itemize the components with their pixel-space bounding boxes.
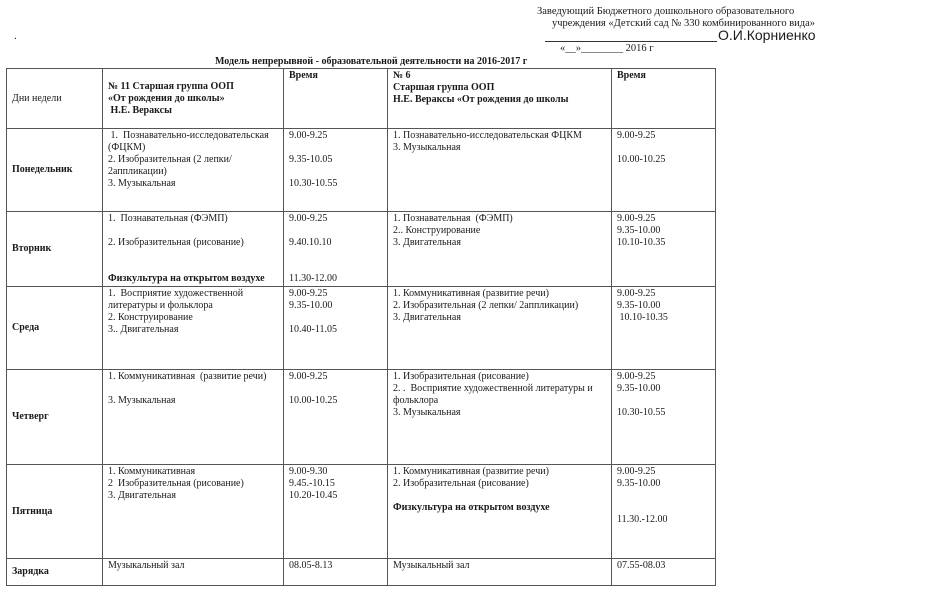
schedule-table xyxy=(6,68,716,586)
table-row xyxy=(7,559,716,586)
signature-line xyxy=(545,41,717,42)
time-cell xyxy=(284,212,388,287)
time-line: 9.00-9.25 xyxy=(617,130,656,141)
time-cell xyxy=(612,465,716,559)
time-line: 9.00-9.30 xyxy=(289,466,328,477)
document-title: Модель непрерывной - образовательной деятельности на 2016-2017 г xyxy=(215,56,528,67)
time-cell xyxy=(284,129,388,212)
activity-line: 1. Коммуникативная xyxy=(108,466,196,477)
time-line: 9.35-10.00 xyxy=(617,478,661,489)
activity-line: 1. Восприятие художественной xyxy=(108,288,244,299)
activity-line: 3. Двигательная xyxy=(393,312,461,323)
activity-line: 2. Изобразительная (рисование) xyxy=(393,478,529,489)
activity-cell xyxy=(388,559,612,586)
activity-line xyxy=(108,225,278,237)
activity-cell xyxy=(103,465,284,559)
header-group-6 xyxy=(388,69,612,129)
time-line xyxy=(289,312,382,324)
time-line: 9.35-10.00 xyxy=(617,383,661,394)
header-group-6-line: Старшая группа ООП xyxy=(393,82,495,93)
time-cell xyxy=(284,559,388,586)
header-row xyxy=(7,69,716,129)
time-line: 10.10-10.35 xyxy=(617,237,666,248)
time-line: 9.35-10.00 xyxy=(289,300,333,311)
activity-line: 1. Познавательная (ФЭМП) xyxy=(108,213,228,224)
header-group-11-line: № 11 Старшая группа ООП xyxy=(108,80,234,92)
day-cell: Четверг xyxy=(7,370,103,465)
day-cell: Среда xyxy=(7,287,103,370)
activity-line xyxy=(108,249,278,261)
activity-cell xyxy=(388,212,612,287)
time-cell xyxy=(284,370,388,465)
activity-line: 1. Познавательно-исследовательская xyxy=(108,130,269,141)
activity-line: фольклора xyxy=(393,395,439,406)
time-cell xyxy=(612,287,716,370)
activity-cell xyxy=(103,212,284,287)
time-line xyxy=(289,249,382,261)
time-line: 07.55-08.03 xyxy=(617,560,666,571)
time-line: 08.05-8.13 xyxy=(289,560,333,571)
activity-line: 1. Познавательная (ФЭМП) xyxy=(393,213,513,224)
header-group-11-line: «От рождения до школы» xyxy=(108,92,225,104)
activity-line xyxy=(393,490,606,502)
activity-line: 3. Музыкальная xyxy=(108,395,176,406)
time-line xyxy=(289,225,382,237)
table-row xyxy=(7,370,716,465)
activity-line: 2.. Конструирование xyxy=(393,225,481,236)
time-line: 9.00-9.25 xyxy=(617,213,656,224)
time-line xyxy=(617,142,710,154)
time-line: 10.40-11.05 xyxy=(289,324,337,335)
header-time-2: Время xyxy=(612,69,716,129)
activity-cell xyxy=(388,129,612,212)
activity-line: 3. Музыкальная xyxy=(393,142,461,153)
time-line: 10.30-10.55 xyxy=(289,178,338,189)
activity-line xyxy=(108,383,278,395)
activity-line: 1. Изобразительная (рисование) xyxy=(393,371,529,382)
approval-line-2: учреждения «Детский сад № 330 комбинированного вида» xyxy=(552,18,816,29)
time-line xyxy=(617,502,710,514)
time-line: 9.00-9.25 xyxy=(617,371,656,382)
activity-line: 1. Коммуникативная (развитие речи) xyxy=(108,371,267,382)
time-line: 9.35-10.00 xyxy=(617,225,661,236)
activity-line: 2. Конструирование xyxy=(108,312,193,323)
time-cell xyxy=(612,370,716,465)
activity-line: Физкультура на открытом воздухе xyxy=(393,502,550,513)
time-cell xyxy=(612,212,716,287)
activity-line: 2аппликации) xyxy=(108,166,167,177)
activity-cell xyxy=(103,559,284,586)
time-line xyxy=(617,395,710,407)
time-cell xyxy=(284,465,388,559)
time-line xyxy=(289,383,382,395)
time-cell xyxy=(284,287,388,370)
time-line: 9.00-9.25 xyxy=(289,371,328,382)
activity-line: (ФЦКМ) xyxy=(108,142,146,153)
activity-line: 3. Двигательная xyxy=(393,237,461,248)
time-line: 9.35-10.00 xyxy=(617,300,661,311)
activity-line: Физкультура на открытом воздухе xyxy=(108,273,265,284)
time-line xyxy=(289,142,382,154)
activity-line: 2. . Восприятие художественной литературы и xyxy=(393,383,593,394)
activity-line: 1. Коммуникативная (развитие речи) xyxy=(393,466,549,477)
approval-line-1: Заведующий Бюджетного дошкольного образовательного xyxy=(537,6,795,17)
time-line: 11.30-12.00 xyxy=(289,273,337,284)
activity-line: 3. Музыкальная xyxy=(393,407,461,418)
table-row xyxy=(7,129,716,212)
activity-line: 3.. Двигательная xyxy=(108,324,179,335)
day-cell: Пятница xyxy=(7,465,103,559)
day-cell: Зарядка xyxy=(7,559,103,586)
time-cell xyxy=(612,559,716,586)
time-line: 9.00-9.25 xyxy=(617,466,656,477)
time-line: 9.45.-10.15 xyxy=(289,478,335,489)
approver-name: О.И.Корниенко xyxy=(718,27,816,43)
stray-dot: . xyxy=(14,30,17,42)
table-row xyxy=(7,287,716,370)
time-line: 10.10-10.35 xyxy=(617,312,668,323)
activity-line: Музыкальный зал xyxy=(393,560,470,571)
time-line: 10.30-10.55 xyxy=(617,407,666,418)
activity-cell xyxy=(388,465,612,559)
header-group-6-line: Н.Е. Вераксы «От рождения до школы xyxy=(393,94,569,105)
activity-line: 3. Двигательная xyxy=(108,490,176,501)
activity-cell xyxy=(388,287,612,370)
table-row xyxy=(7,212,716,287)
time-line xyxy=(289,261,382,273)
activity-line: 1. Коммуникативная (развитие речи) xyxy=(393,288,549,299)
time-line: 10.00-10.25 xyxy=(617,154,666,165)
day-cell: Понедельник xyxy=(7,129,103,212)
activity-line: 1. Познавательно-исследовательская ФЦКМ xyxy=(393,130,582,141)
activity-line: 3. Музыкальная xyxy=(108,178,176,189)
time-line: 9.00-9.25 xyxy=(289,213,328,224)
time-line xyxy=(617,490,710,502)
time-line: 10.20-10.45 xyxy=(289,490,338,501)
activity-cell xyxy=(103,370,284,465)
activity-line xyxy=(108,261,278,273)
activity-line: Музыкальный зал xyxy=(108,560,185,571)
day-cell: Вторник xyxy=(7,212,103,287)
time-line: 9.00-9.25 xyxy=(289,288,328,299)
activity-line: 2. Изобразительная (рисование) xyxy=(108,237,244,248)
activity-line: литературы и фольклора xyxy=(108,300,213,311)
activity-line: 2 Изобразительная (рисование) xyxy=(108,478,244,489)
activity-cell xyxy=(103,129,284,212)
time-line: 10.00-10.25 xyxy=(289,395,338,406)
header-group-11 xyxy=(103,69,284,129)
activity-line: 2. Изобразительная (2 лепки/ 2аппликации) xyxy=(393,300,579,311)
activity-cell xyxy=(388,370,612,465)
time-line: 9.35-10.05 xyxy=(289,154,333,165)
time-cell xyxy=(612,129,716,212)
time-line: 9.00-9.25 xyxy=(617,288,656,299)
header-group-11-line: Н.Е. Вераксы xyxy=(108,104,172,116)
time-line: 11.30.-12.00 xyxy=(617,514,668,525)
header-days: Дни недели xyxy=(7,69,103,129)
time-line xyxy=(289,166,382,178)
time-line: 9.00-9.25 xyxy=(289,130,328,141)
approval-date: «__»________ 2016 г xyxy=(560,43,654,54)
activity-line: 2. Изобразительная (2 лепки/ xyxy=(108,154,232,165)
table-row xyxy=(7,465,716,559)
header-group-6-line: № 6 xyxy=(393,70,411,81)
header-time-1: Время xyxy=(284,69,388,129)
activity-cell xyxy=(103,287,284,370)
time-line: 9.40.10.10 xyxy=(289,237,332,248)
